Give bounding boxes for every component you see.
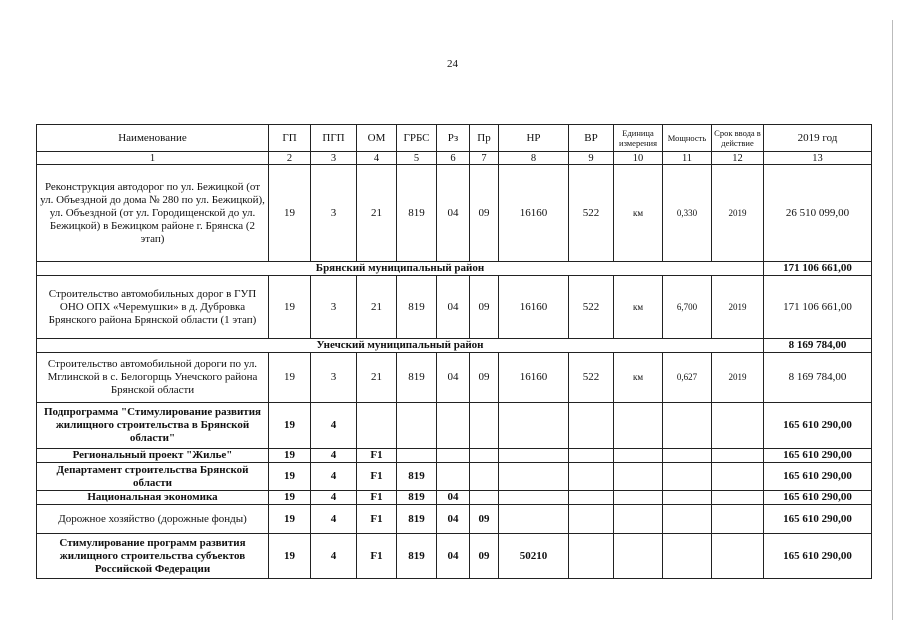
power-cell bbox=[663, 463, 712, 491]
pr-cell: 09 bbox=[470, 505, 499, 534]
power-cell bbox=[663, 403, 712, 449]
year-cell bbox=[712, 449, 764, 463]
om-cell: F1 bbox=[357, 491, 397, 505]
vr-cell: 522 bbox=[569, 276, 614, 339]
pgp-cell: 4 bbox=[311, 449, 357, 463]
pgp-cell: 4 bbox=[311, 534, 357, 579]
gp-cell: 19 bbox=[269, 165, 311, 262]
pr-cell bbox=[470, 463, 499, 491]
gp-cell: 19 bbox=[269, 505, 311, 534]
index-cell: 1 bbox=[37, 152, 269, 165]
pr-cell: 09 bbox=[470, 353, 499, 403]
row-name: Региональный проект "Жилье" bbox=[37, 449, 269, 463]
rz-cell: 04 bbox=[437, 491, 470, 505]
header-cell: ВР bbox=[569, 125, 614, 152]
unit-cell bbox=[614, 463, 663, 491]
row-name: Департамент строительства Брянской области bbox=[37, 463, 269, 491]
index-cell: 11 bbox=[663, 152, 712, 165]
pgp-cell: 3 bbox=[311, 165, 357, 262]
amount-cell: 8 169 784,00 bbox=[764, 353, 872, 403]
year-cell bbox=[712, 505, 764, 534]
grbs-cell bbox=[397, 403, 437, 449]
table-row bbox=[37, 491, 872, 505]
table-row bbox=[37, 505, 872, 534]
grbs-cell: 819 bbox=[397, 353, 437, 403]
power-cell: 6,700 bbox=[663, 276, 712, 339]
table-row bbox=[37, 449, 872, 463]
year-cell bbox=[712, 534, 764, 579]
header-cell: ГРБС bbox=[397, 125, 437, 152]
unit-cell: км bbox=[614, 353, 663, 403]
gp-cell: 19 bbox=[269, 276, 311, 339]
om-cell: 21 bbox=[357, 276, 397, 339]
pgp-cell: 4 bbox=[311, 491, 357, 505]
gp-cell: 19 bbox=[269, 449, 311, 463]
table-row bbox=[37, 463, 872, 491]
rz-cell: 04 bbox=[437, 534, 470, 579]
header-cell: 2019 год bbox=[764, 125, 872, 152]
nr-cell bbox=[499, 449, 569, 463]
om-cell bbox=[357, 403, 397, 449]
unit-cell: км bbox=[614, 165, 663, 262]
budget-table bbox=[36, 124, 872, 579]
header-cell: Срок ввода в действие bbox=[712, 125, 764, 152]
om-cell: F1 bbox=[357, 449, 397, 463]
om-cell: 21 bbox=[357, 165, 397, 262]
year-cell bbox=[712, 463, 764, 491]
nr-cell bbox=[499, 491, 569, 505]
amount-cell: 165 610 290,00 bbox=[764, 491, 872, 505]
gp-cell: 19 bbox=[269, 491, 311, 505]
gp-cell: 19 bbox=[269, 463, 311, 491]
amount-cell: 8 169 784,00 bbox=[764, 339, 872, 353]
header-cell: Пр bbox=[470, 125, 499, 152]
unit-cell bbox=[614, 505, 663, 534]
index-cell: 10 bbox=[614, 152, 663, 165]
pr-cell bbox=[470, 449, 499, 463]
table-row bbox=[37, 339, 872, 353]
amount-cell: 171 106 661,00 bbox=[764, 276, 872, 339]
index-cell: 6 bbox=[437, 152, 470, 165]
pr-cell: 09 bbox=[470, 276, 499, 339]
grbs-cell: 819 bbox=[397, 491, 437, 505]
om-cell: F1 bbox=[357, 534, 397, 579]
grbs-cell: 819 bbox=[397, 534, 437, 579]
table-row bbox=[37, 262, 872, 276]
power-cell: 0,330 bbox=[663, 165, 712, 262]
vr-cell bbox=[569, 491, 614, 505]
gp-cell: 19 bbox=[269, 353, 311, 403]
unit-cell bbox=[614, 491, 663, 505]
index-cell: 8 bbox=[499, 152, 569, 165]
table-row bbox=[37, 403, 872, 449]
header-cell: Рз bbox=[437, 125, 470, 152]
index-row bbox=[37, 152, 872, 165]
power-cell bbox=[663, 491, 712, 505]
row-name: Подпрограмма "Стимулирование развития жилищного строительства в Брянской области" bbox=[37, 403, 269, 449]
index-cell: 12 bbox=[712, 152, 764, 165]
nr-cell: 50210 bbox=[499, 534, 569, 579]
year-cell: 2019 bbox=[712, 165, 764, 262]
unit-cell bbox=[614, 449, 663, 463]
power-cell bbox=[663, 534, 712, 579]
table-row bbox=[37, 534, 872, 579]
table-row bbox=[37, 165, 872, 262]
index-cell: 9 bbox=[569, 152, 614, 165]
index-cell: 7 bbox=[470, 152, 499, 165]
page-edge-rule bbox=[892, 20, 893, 620]
amount-cell: 165 610 290,00 bbox=[764, 534, 872, 579]
header-cell: НР bbox=[499, 125, 569, 152]
amount-cell: 165 610 290,00 bbox=[764, 463, 872, 491]
nr-cell bbox=[499, 403, 569, 449]
pgp-cell: 3 bbox=[311, 353, 357, 403]
row-name: Дорожное хозяйство (дорожные фонды) bbox=[37, 505, 269, 534]
om-cell: F1 bbox=[357, 463, 397, 491]
pr-cell bbox=[470, 403, 499, 449]
table-row bbox=[37, 276, 872, 339]
grbs-cell: 819 bbox=[397, 463, 437, 491]
index-cell: 4 bbox=[357, 152, 397, 165]
pr-cell: 09 bbox=[470, 165, 499, 262]
header-cell: ГП bbox=[269, 125, 311, 152]
row-name: Строительство автомобильных дорог в ГУП ОНО ОПХ «Черемушки» в д. Дубровка Брянского района Брянской области (1 этап) bbox=[37, 276, 269, 339]
index-cell: 13 bbox=[764, 152, 872, 165]
pr-cell bbox=[470, 491, 499, 505]
gp-cell: 19 bbox=[269, 534, 311, 579]
year-cell bbox=[712, 491, 764, 505]
pgp-cell: 3 bbox=[311, 276, 357, 339]
header-cell: Мощность bbox=[663, 125, 712, 152]
row-name: Национальная экономика bbox=[37, 491, 269, 505]
power-cell bbox=[663, 449, 712, 463]
page-number: 24 bbox=[447, 58, 458, 70]
header-row bbox=[37, 125, 872, 152]
index-cell: 2 bbox=[269, 152, 311, 165]
grbs-cell bbox=[397, 449, 437, 463]
amount-cell: 165 610 290,00 bbox=[764, 449, 872, 463]
pgp-cell: 4 bbox=[311, 463, 357, 491]
pr-cell: 09 bbox=[470, 534, 499, 579]
nr-cell: 16160 bbox=[499, 165, 569, 262]
rz-cell: 04 bbox=[437, 165, 470, 262]
amount-cell: 171 106 661,00 bbox=[764, 262, 872, 276]
vr-cell bbox=[569, 463, 614, 491]
pgp-cell: 4 bbox=[311, 505, 357, 534]
year-cell: 2019 bbox=[712, 276, 764, 339]
rz-cell bbox=[437, 463, 470, 491]
amount-cell: 26 510 099,00 bbox=[764, 165, 872, 262]
amount-cell: 165 610 290,00 bbox=[764, 403, 872, 449]
nr-cell: 16160 bbox=[499, 353, 569, 403]
table-row bbox=[37, 353, 872, 403]
rz-cell: 04 bbox=[437, 353, 470, 403]
om-cell: 21 bbox=[357, 353, 397, 403]
grbs-cell: 819 bbox=[397, 165, 437, 262]
row-name: Брянский муниципальный район bbox=[37, 262, 764, 276]
nr-cell bbox=[499, 505, 569, 534]
vr-cell bbox=[569, 534, 614, 579]
vr-cell bbox=[569, 403, 614, 449]
grbs-cell: 819 bbox=[397, 276, 437, 339]
rz-cell bbox=[437, 403, 470, 449]
row-name: Реконструкция автодорог по ул. Бежицкой (от ул. Объездной до дома № 280 по ул. Бежицкой), ул. Объездной (от ул. Городищенской до ул. Бежицкой) в Бежицком районе г. Брянска (2 этап) bbox=[37, 165, 269, 262]
vr-cell bbox=[569, 449, 614, 463]
grbs-cell: 819 bbox=[397, 505, 437, 534]
year-cell: 2019 bbox=[712, 353, 764, 403]
rz-cell: 04 bbox=[437, 505, 470, 534]
unit-cell bbox=[614, 403, 663, 449]
vr-cell: 522 bbox=[569, 353, 614, 403]
index-cell: 5 bbox=[397, 152, 437, 165]
year-cell bbox=[712, 403, 764, 449]
unit-cell bbox=[614, 534, 663, 579]
header-cell: ОМ bbox=[357, 125, 397, 152]
index-cell: 3 bbox=[311, 152, 357, 165]
amount-cell: 165 610 290,00 bbox=[764, 505, 872, 534]
pgp-cell: 4 bbox=[311, 403, 357, 449]
nr-cell bbox=[499, 463, 569, 491]
header-cell: Наименование bbox=[37, 125, 269, 152]
rz-cell bbox=[437, 449, 470, 463]
rz-cell: 04 bbox=[437, 276, 470, 339]
row-name: Строительство автомобильной дороги по ул. Мглинской в с. Белогорщь Унечского района Брянской области bbox=[37, 353, 269, 403]
vr-cell bbox=[569, 505, 614, 534]
header-cell: Единица измерения bbox=[614, 125, 663, 152]
nr-cell: 16160 bbox=[499, 276, 569, 339]
power-cell: 0,627 bbox=[663, 353, 712, 403]
om-cell: F1 bbox=[357, 505, 397, 534]
unit-cell: км bbox=[614, 276, 663, 339]
row-name: Стимулирование программ развития жилищного строительства субъектов Российской Федерации bbox=[37, 534, 269, 579]
header-cell: ПГП bbox=[311, 125, 357, 152]
gp-cell: 19 bbox=[269, 403, 311, 449]
row-name: Унечский муниципальный район bbox=[37, 339, 764, 353]
power-cell bbox=[663, 505, 712, 534]
vr-cell: 522 bbox=[569, 165, 614, 262]
